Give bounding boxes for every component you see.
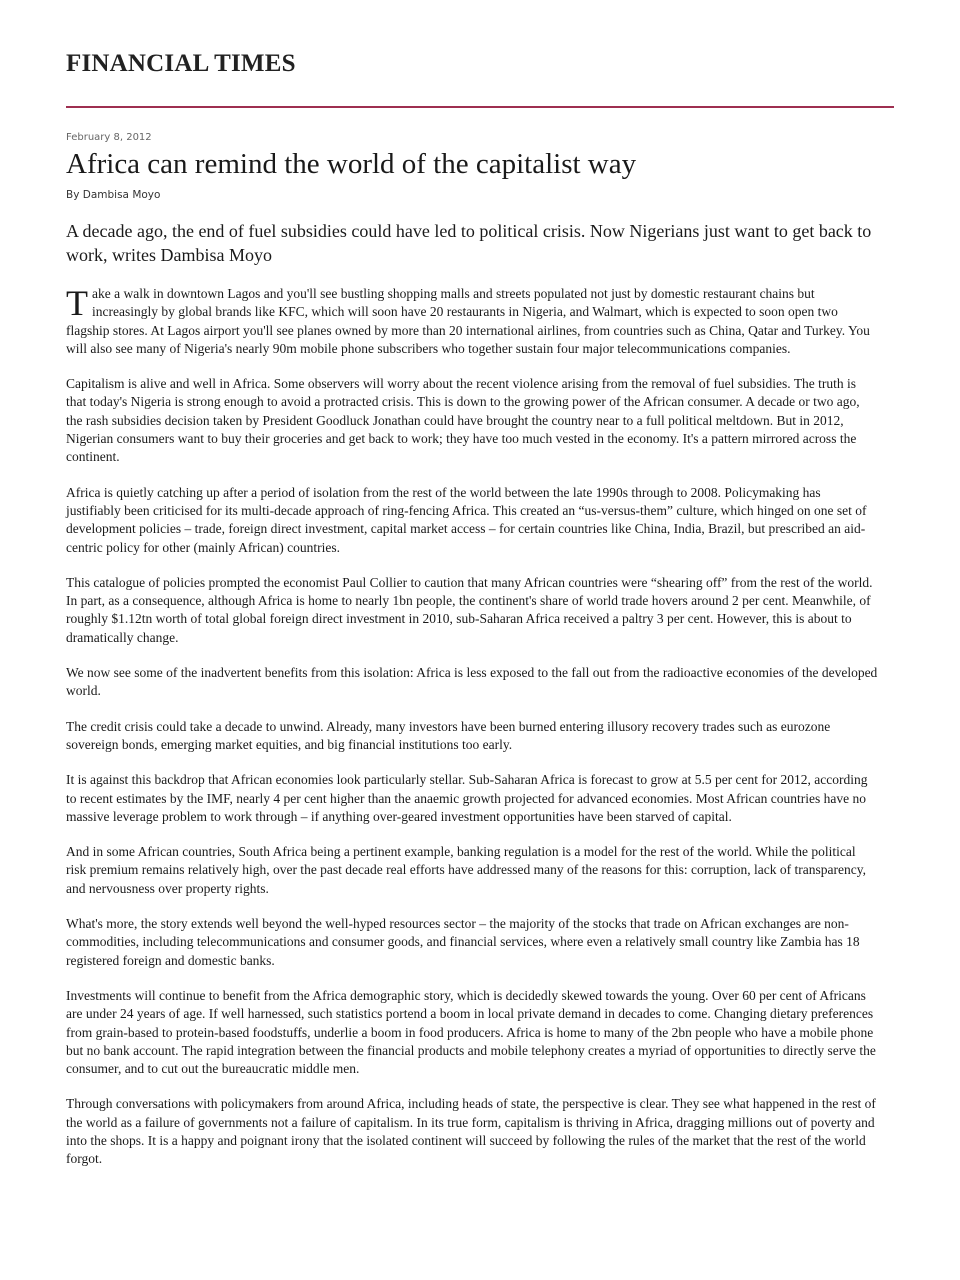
drop-cap: T bbox=[66, 283, 88, 323]
article-paragraph-1 bbox=[66, 285, 878, 358]
article-standfirst: A decade ago, the end of fuel subsidies could have led to political crisis. Now Nigerians just want to get back to work, writes Dambisa Moyo bbox=[66, 221, 872, 265]
article-paragraph: Through conversations with policymakers from around Africa, including heads of state, the perspective is clear. They see what happened in the rest of the world as a failure of governments not a failure of capitalism. In its true form, capitalism is thriving in Africa, dragging millions out of poverty and into the shops. It is a happy and poignant irony that the isolated continent will succeed by following the rules of the market that the rest of the world forgot. bbox=[66, 1096, 876, 1167]
paragraph-1-text: ake a walk in downtown Lagos and you'll see bustling shopping malls and streets populated not just by domestic restaurant chains but increasingly by global brands like KFC, which will soon have 20 restaurants in Nigeria, and Walmart, which is expected to soon open two flagship stores. At Lagos airport you'll see planes owned by more than 20 international airlines, from countries such as China, Qatar and Turkey. You will also see many of Nigeria's nearly 90m mobile phone subscribers who together sustain four major telecommunications companies. bbox=[66, 286, 870, 356]
article-headline: Africa can remind the world of the capitalist way bbox=[66, 148, 637, 180]
article-paragraph: Capitalism is alive and well in Africa. Some observers will worry about the recent violence arising from the removal of fuel subsidies. The truth is that today's Nigeria is strong enough to avoid a protracted crisis. This is down to the growing power of the African consumer. A decade or two ago, the rash subsidies decision taken by President Goodluck Jonathan could have brought the country near to a full political meltdown. But in 2012, Nigerian consumers want to buy their groceries and get back to work; they have too much vested in the economy. It's a pattern mirrored across the continent. bbox=[66, 376, 860, 465]
article-paragraph: This catalogue of policies prompted the economist Paul Collier to caution that many African countries were “shearing off” from the rest of the world. In part, as a consequence, although Africa is home to nearly 1bn people, the continent's share of world trade hovers around 2 per cent. Meanwhile, of roughly $1.12tn worth of total global foreign direct investment in 2010, sub-Saharan Africa received a paltry 3 per cent. However, this is about to dramatically change. bbox=[66, 574, 873, 645]
masthead-logo[interactable]: FINANCIAL TIMES bbox=[66, 50, 296, 77]
article-paragraph: Investments will continue to benefit from the Africa demographic story, which is decidedly skewed towards the young. Over 60 per cent of Africans are under 24 years of age. If well harnessed, such statistics portend a boom in local private demand in decades to come. Changing dietary preferences from grain-based to protein-based foodstuffs, underlie a boom in food producers. Africa is home to many of the 2bn people who have a mobile phone but no bank account. The rapid integration between the financial products and mobile telephony creates a myriad of opportunities to directly serve the consumer, and to cut out the bureaucratic middle men. bbox=[66, 987, 876, 1077]
article-paragraph: What's more, the story extends well beyond the well-hyped resources sector – the majority of the stocks that trade on African exchanges are non-commodities, including telecommunications and consumer goods, and financial services, where even a relatively small country like Zambia has 18 registered foreign and domestic banks. bbox=[66, 916, 860, 968]
article-body bbox=[66, 285, 878, 1186]
article-paragraph: It is against this backdrop that African economies look particularly stellar. Sub-Saharan Africa is forecast to grow at 5.5 per cent for 2012, according to recent estimates by the IMF, nearly 4 per cent higher than the anaemic growth projected for advanced economies. Most African countries have no massive leverage problem to work through – if anything over-geared investment opportunities have been starved of capital. bbox=[66, 772, 868, 824]
article-date: February 8, 2012 bbox=[66, 132, 152, 143]
article-paragraph: Africa is quietly catching up after a period of isolation from the rest of the world between the late 1990s through to 2008. Policymaking has justifiably been criticised for its multi-decade approach of ring-fencing Africa. This created an “us-versus-them” culture, which hinged on one set of development policies – trade, foreign direct investment, capital market access – for certain countries like China, India, Brazil, but prescribed an aid-centric policy for other (mainly African) countries. bbox=[66, 484, 867, 555]
article-paragraph: The credit crisis could take a decade to unwind. Already, many investors have been burned entering illusory recovery trades such as eurozone sovereign bonds, emerging market equities, and big financial institutions too early. bbox=[66, 718, 831, 752]
article-paragraph: We now see some of the inadvertent benefits from this isolation: Africa is less exposed to the fall out from the radioactive economies of the developed world. bbox=[66, 665, 878, 699]
masthead-rule bbox=[66, 106, 894, 108]
article-paragraph: And in some African countries, South Africa being a pertinent example, banking regulation is a model for the rest of the world. While the political risk premium remains relatively high, over the past decade real efforts have addressed many of the reasons for this: corruption, lack of transparency, and nervousness over property rights. bbox=[66, 844, 866, 896]
article-byline: By Dambisa Moyo bbox=[66, 189, 161, 201]
